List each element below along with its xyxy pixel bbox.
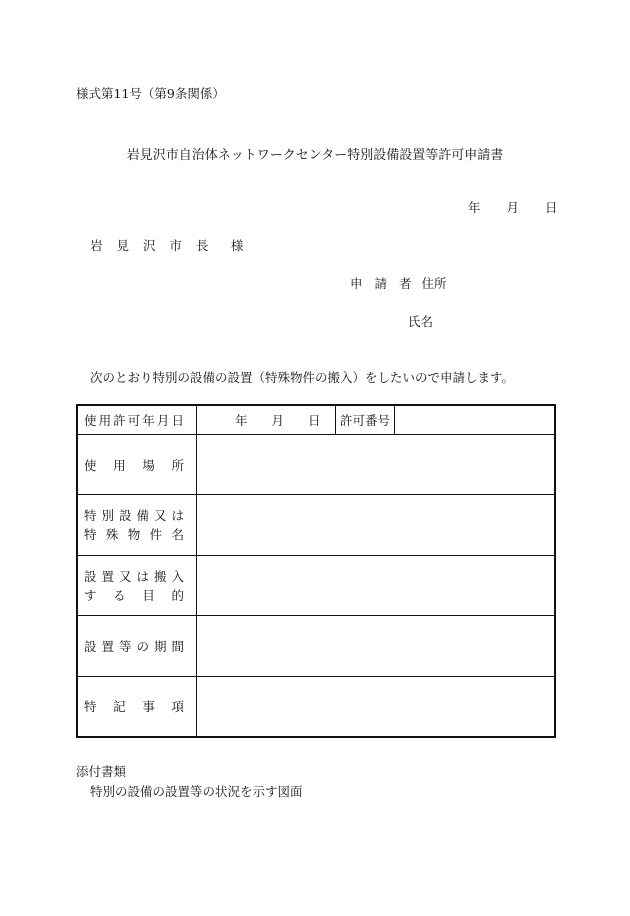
usage-date-field[interactable] — [197, 405, 336, 434]
period-label: 設置等の期間 — [84, 639, 184, 655]
usage-month-label: 月 — [271, 412, 285, 428]
equipment-name-label-cell — [77, 495, 197, 556]
date-year-label: 年 — [468, 200, 481, 215]
attachments-heading: 添付書類 — [76, 764, 127, 779]
name-label: 氏名 — [408, 314, 434, 329]
table-row — [77, 555, 555, 616]
purpose-label-line2: する目的 — [84, 587, 184, 603]
period-field[interactable] — [197, 616, 556, 677]
application-form-table — [76, 404, 556, 738]
usage-date-label: 使用許可年月日 — [84, 412, 184, 428]
equipment-name-label-line2: 特殊物件名 — [84, 527, 184, 543]
period-label-cell — [77, 616, 197, 677]
remarks-field[interactable] — [197, 676, 556, 737]
applicant-label: 申 請 者 — [350, 276, 416, 291]
permit-number-field[interactable] — [395, 405, 556, 434]
table-row — [77, 616, 555, 677]
address-label: 住所 — [421, 276, 447, 291]
permit-number-label: 許可番号 — [336, 405, 395, 434]
purpose-label-line1: 設置又は搬入 — [84, 568, 184, 584]
purpose-label-cell — [77, 555, 197, 616]
table-row — [77, 495, 555, 556]
purpose-field[interactable] — [197, 555, 556, 616]
table-row — [77, 434, 555, 495]
applicant-address-line — [350, 274, 446, 292]
remarks-label-cell — [77, 676, 197, 737]
addressee: 岩 見 沢 市 長 様 — [90, 238, 249, 253]
attachment-item: 特別の設備の設置等の状況を示す図面 — [90, 784, 303, 799]
table-row — [77, 676, 555, 737]
usage-date-label-cell — [77, 405, 197, 434]
usage-place-label: 使用場所 — [84, 457, 184, 473]
equipment-name-label-line1: 特別設備又は — [84, 508, 184, 524]
statement: 次のとおり特別の設備の設置（特殊物件の搬入）をしたいので申請します。 — [90, 370, 515, 385]
date-day-label: 日 — [545, 200, 558, 215]
table-row — [77, 405, 555, 434]
usage-place-label-cell — [77, 434, 197, 495]
date-line — [468, 198, 558, 216]
usage-place-field[interactable] — [197, 434, 556, 495]
equipment-name-field[interactable] — [197, 495, 556, 556]
usage-day-label: 日 — [308, 412, 321, 428]
document-title: 岩見沢市自治体ネットワークセンター特別設備設置等許可申請書 — [126, 148, 504, 163]
date-month-label: 月 — [506, 200, 520, 215]
remarks-label: 特記事項 — [84, 699, 184, 715]
usage-year-label: 年 — [235, 412, 248, 428]
form-number: 様式第11号（第9条関係） — [76, 86, 225, 101]
